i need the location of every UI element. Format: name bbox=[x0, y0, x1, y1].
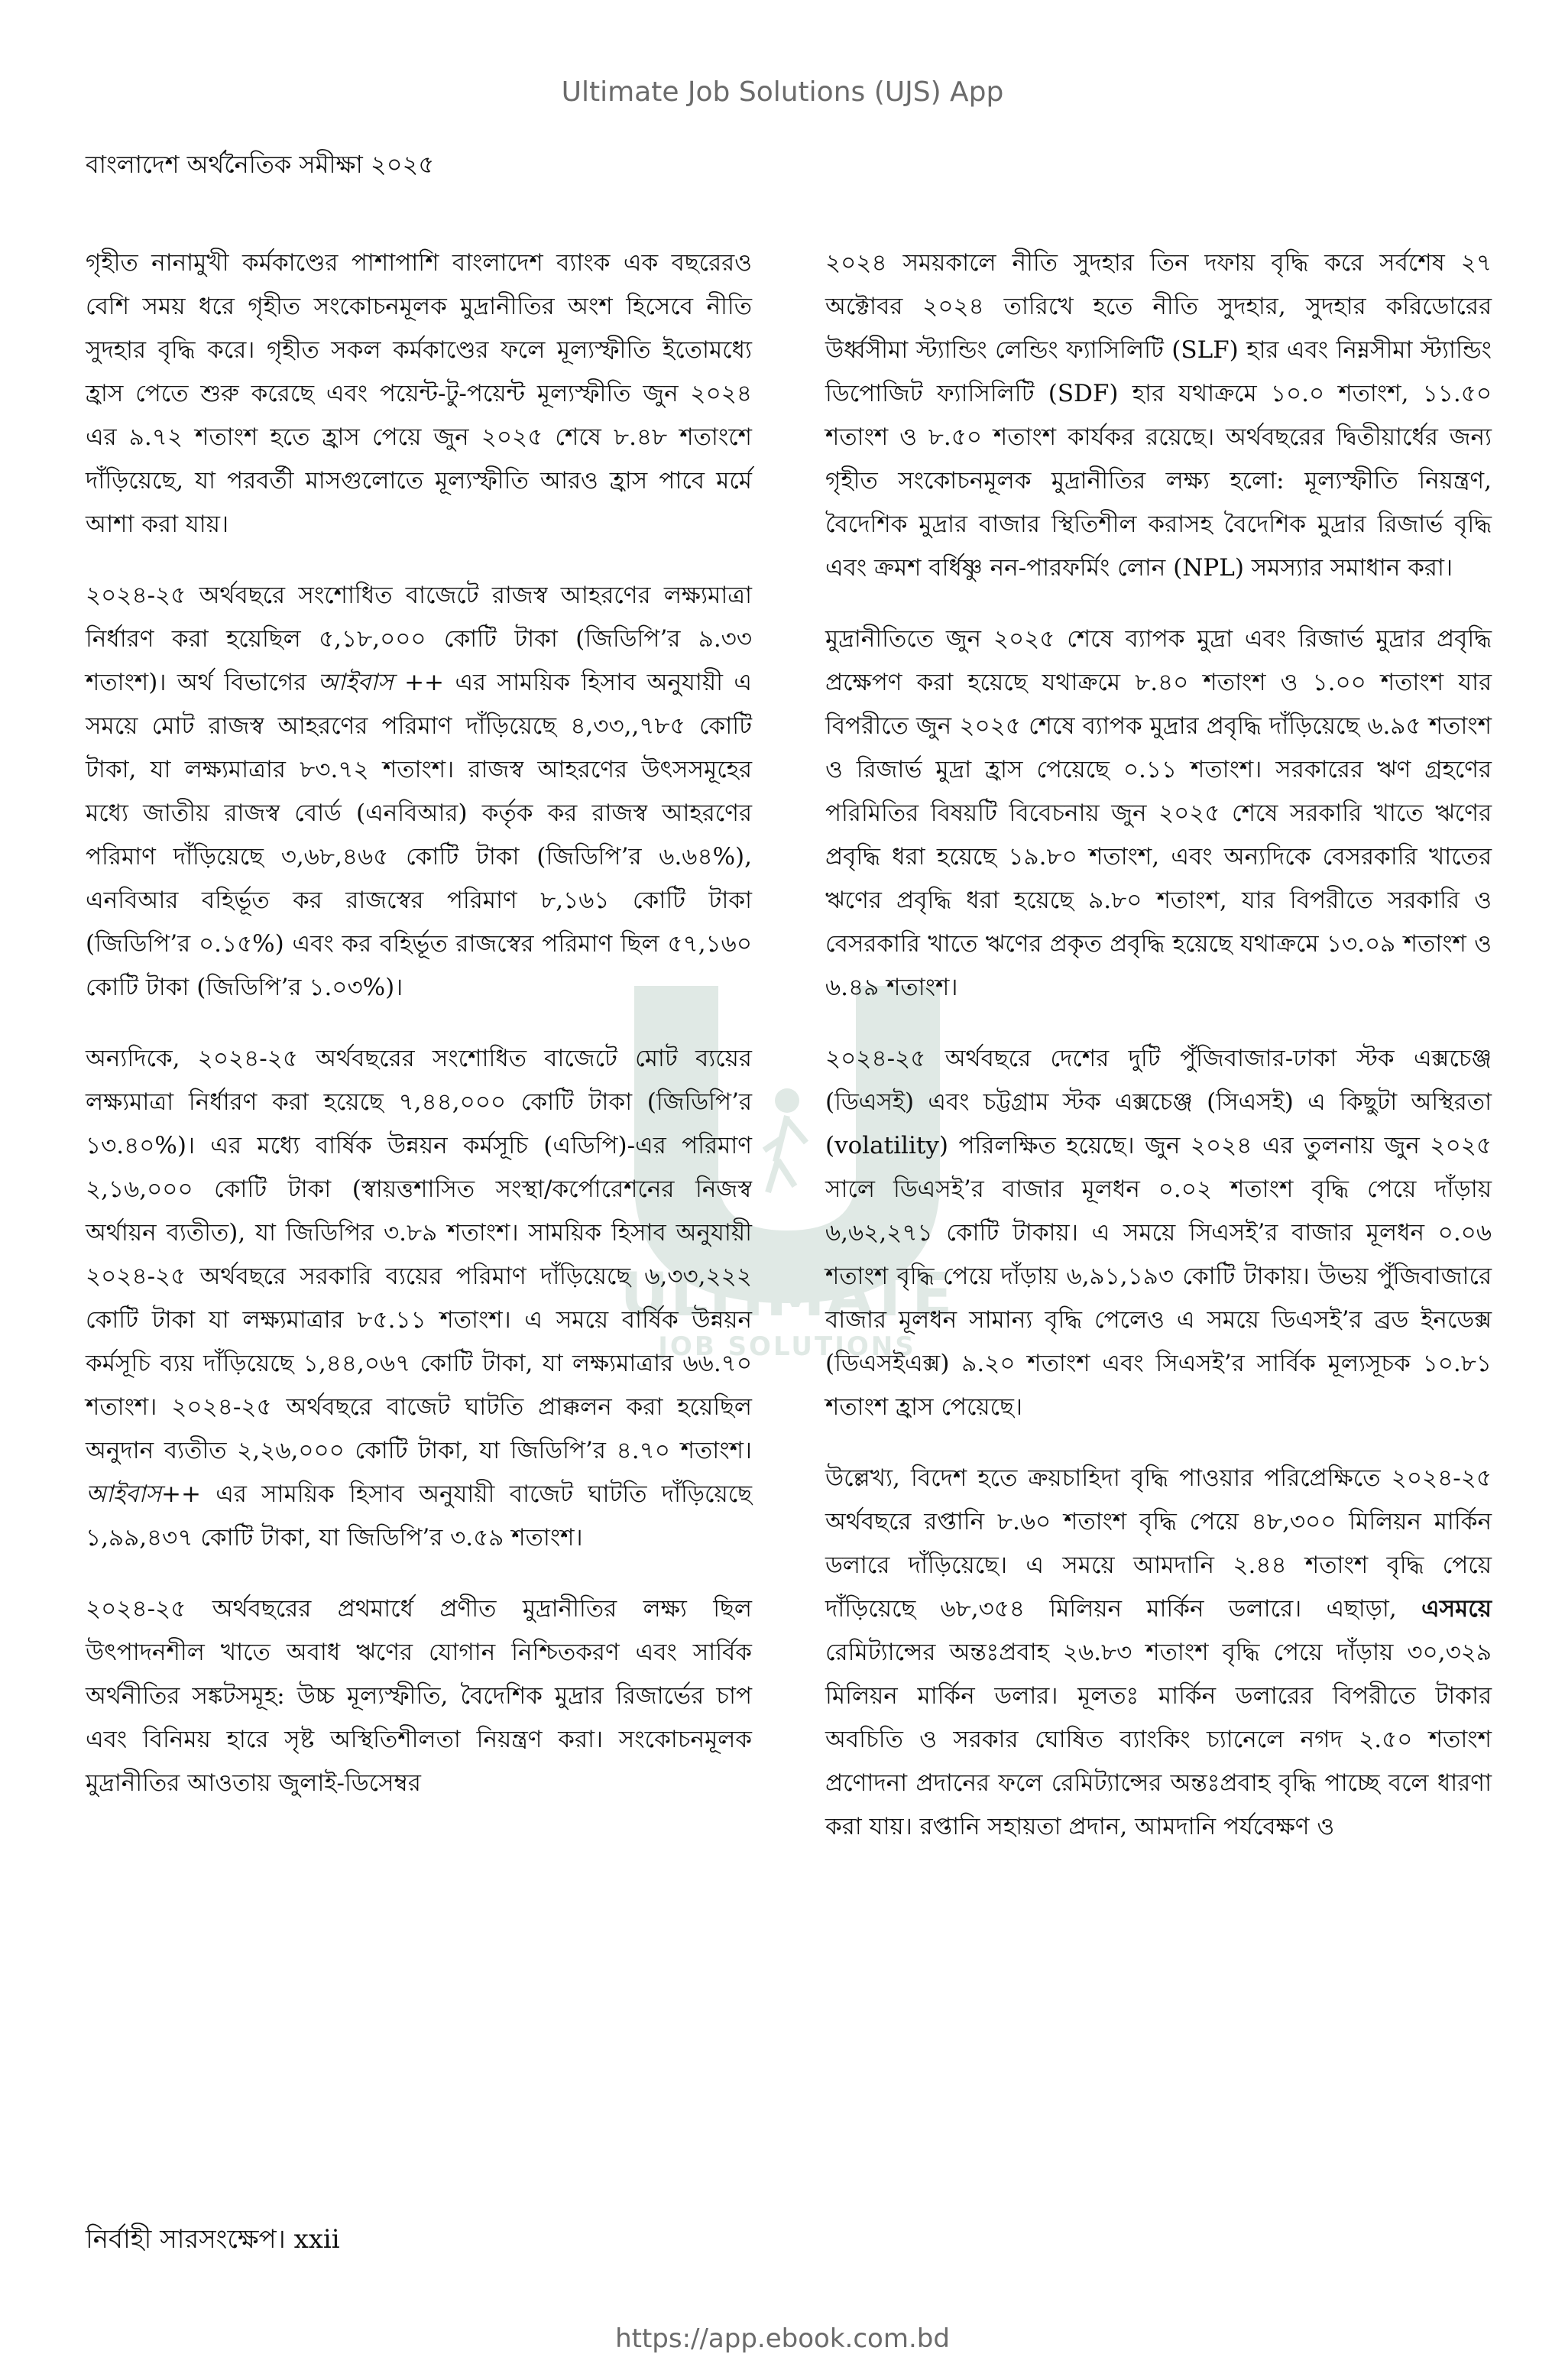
paragraph-text: উল্লেখ্য, বিদেশ হতে ক্রয়চাহিদা বৃদ্ধি পাওয়ার পরিপ্রেক্ষিতে ২০২৪-২৫ অর্থবছরে রপ্তানি ৮.৬০ শতাংশ বৃদ্ধি পেয়ে ৪৮,৩০০ মিলিয়ন মার্কিন ডলারে দাঁড়িয়েছে। এ সময়ে আমদানি ২.৪৪ শতাংশ বৃদ্ধি পেয়ে দাঁড়িয়েছে ৬৮,৩৫৪ মিলিয়ন মার্কিন ডলারে। এছাড়া, bbox=[825, 1464, 1492, 1623]
paragraph: ২০২৪-২৫ অর্থবছরের প্রথমার্ধে প্রণীত মুদ্রানীতির লক্ষ্য ছিল উৎপাদনশীল খাতে অবাধ ঋণের যোগান নিশ্চিতকরণ এবং সার্বিক অর্থনীতির সঙ্কটসমূহ: উচ্চ মূল্যস্ফীতি, বৈদেশিক মুদ্রার রিজার্ভের চাপ এবং বিনিময় হারে সৃষ্ট অস্থিতিশীলতা নিয়ন্ত্রণ করা। সংকোচনমূলক মুদ্রানীতির আওতায় জুলাই-ডিসেম্বর bbox=[86, 1595, 752, 1797]
page-footer-section: নির্বাহী সারসংক্ষেপ। xxii bbox=[86, 2224, 340, 2255]
paragraph: গৃহীত নানামুখী কর্মকাণ্ডের পাশাপাশি বাংলাদেশ ব্যাংক এক বছরেরও বেশি সময় ধরে গৃহীত সংকোচনমূলক মুদ্রানীতির অংশ হিসেবে নীতি সুদহার বৃদ্ধি করে। গৃহীত সকল কর্মকাণ্ডের ফলে মূল্যস্ফীতি ইতোমধ্যে হ্রাস পেতে শুরু করেছে এবং পয়েন্ট-টু-পয়েন্ট মূল্যস্ফীতি জুন ২০২৪ এর ৯.৭২ শতাংশ হতে হ্রাস পেয়ে জুন ২০২৫ শেষে ৮.৪৮ শতাংশে দাঁড়িয়েছে, যা পরবর্তী মাসগুলোতে মূল্যস্ফীতি আরও হ্রাস পাবে মর্মে আশা করা যায়। bbox=[86, 249, 752, 538]
paragraph-text: এর সাময়িক হিসাব অনুযায়ী বাজেট ঘাটতি দাঁড়িয়েছে ১,৯৯,৪৩৭ কোটি টাকা, যা জিডিপি’র ৩.৫৯ শতাংশ। bbox=[86, 1480, 752, 1552]
paragraph: মুদ্রানীতিতে জুন ২০২৫ শেষে ব্যাপক মুদ্রা এবং রিজার্ভ মুদ্রার প্রবৃদ্ধি প্রক্ষেপণ করা হয়েছে যথাক্রমে ৮.৪০ শতাংশ ও ১.০০ শতাংশ যার বিপরীতে জুন ২০২৫ শেষে ব্যাপক মুদ্রার প্রবৃদ্ধি দাঁড়িয়েছে ৬.৯৫ শতাংশ ও রিজার্ভ মুদ্রা হ্রাস পেয়েছে ০.১১ শতাংশ। সরকারের ঋণ গ্রহণের পরিমিতির বিষয়টি বিবেচনায় জুন ২০২৫ শেষে সরকারি খাতে ঋণের প্রবৃদ্ধি ধরা হয়েছে ১৯.৮০ শতাংশ, এবং অন্যদিকে বেসরকারি খাতের ঋণের প্রবৃদ্ধি ধরা হয়েছে ৯.৮০ শতাংশ, যার বিপরীতে সরকারি ও বেসরকারি খাতে ঋণের প্রকৃত প্রবৃদ্ধি হয়েছে যথাক্রমে ১৩.০৯ শতাংশ ও ৬.৪৯ শতাংশ। bbox=[825, 625, 1492, 1001]
paragraph bbox=[825, 1457, 1492, 1849]
paragraph-text: এর সাময়িক হিসাব অনুযায়ী এ সময়ে মোট রাজস্ব আহরণের পরিমাণ দাঁড়িয়েছে ৪,৩৩,,৭৮৫ কোটি টাকা, যা লক্ষ্যমাত্রার ৮৩.৭২ শতাংশ। রাজস্ব আহরণের উৎসসমূহের মধ্যে জাতীয় রাজস্ব বোর্ড (এনবিআর) কর্তৃক কর রাজস্ব আহরণের পরিমাণ দাঁড়িয়েছে ৩,৬৮,৪৬৫ কোটি টাকা (জিডিপি’র ৬.৬৪%), এনবিআর বহির্ভূত কর রাজস্বের পরিমাণ ৮,১৬১ কোটি টাকা (জিডিপি’র ০.১৫%) এবং কর বহির্ভূত রাজস্বের পরিমাণ ছিল ৫৭,১৬০ কোটি টাকা (জিডিপি’র ১.০৩%)। bbox=[86, 669, 753, 1001]
watermark-subtitle: JOB SOLUTIONS bbox=[658, 1331, 916, 1362]
paragraph-text: অন্যদিকে, ২০২৪-২৫ অর্থবছরের সংশোধিত বাজেটে মোট ব্যয়ের লক্ষ্যমাত্রা নির্ধারণ করা হয়েছে ৭,৪৪,০০০ কোটি টাকা (জিডিপি’র ১৩.৪০%)। এর মধ্যে বার্ষিক উন্নয়ন কর্মসূচি (এডিপি)-এর পরিমাণ ২,১৬,০০০ কোটি টাকা (স্বায়ত্তশাসিত সংস্থা/কর্পোরেশনের নিজস্ব অর্থায়ন ব্যতীত), যা জিডিপির ৩.৮৯ শতাংশ। সাময়িক হিসাব অনুযায়ী ২০২৪-২৫ অর্থবছরে সরকারি ব্যয়ের পরিমাণ দাঁড়িয়েছে ৬,৩৩,২২২ কোটি টাকা যা লক্ষ্যমাত্রার ৮৫.১১ শতাংশ। এ সময়ে বার্ষিক উন্নয়ন কর্মসূচি ব্যয় দাঁড়িয়েছে ১,৪৪,০৬৭ কোটি টাকা, যা লক্ষ্যমাত্রার ৬৬.৭০ শতাংশ। ২০২৪-২৫ অর্থবছরে বাজেট ঘাটতি প্রাক্কলন করা হয়েছিল অনুদান ব্যতীত ২,২৬,০০০ কোটি টাকা, যা জিডিপি’র ৪.৭০ শতাংশ। bbox=[86, 1045, 752, 1464]
paragraph bbox=[86, 574, 752, 1010]
app-brand-header: Ultimate Job Solutions (UJS) App bbox=[561, 76, 1004, 108]
paragraph: ২০২৪ সময়কালে নীতি সুদহার তিন দফায় বৃদ্ধি করে সর্বশেষ ২৭ অক্টোবর ২০২৪ তারিখে হতে নীতি সুদহার, সুদহার করিডোরের উর্ধ্বসীমা স্ট্যান্ডিং লেন্ডিং ফ্যাসিলিটি (SLF) হার এবং নিম্নসীমা স্ট্যান্ডিং ডিপোজিট ফ্যাসিলিটি (SDF) হার যথাক্রমে ১০.০ শতাংশ, ১১.৫০ শতাংশ ও ৮.৫০ শতাংশ কার্যকর রয়েছে। অর্থবছরের দ্বিতীয়ার্ধের জন্য গৃহীত সংকোচনমূলক মুদ্রানীতির লক্ষ্য হলো: মূল্যস্ফীতি নিয়ন্ত্রণ, বৈদেশিক মুদ্রার বাজার স্থিতিশীল করাসহ বৈদেশিক মুদ্রার রিজার্ভ বৃদ্ধি এবং ক্রমশ বর্ধিষ্ণু নন-পারফর্মিং লোন (NPL) সমস্যার সমাধান করা। bbox=[825, 249, 1492, 582]
italic-term: আইবাস++ bbox=[86, 1480, 201, 1508]
running-head: বাংলাদেশ অর্থনৈতিক সমীক্ষা ২০২৫ bbox=[86, 150, 435, 179]
paragraph-text: রেমিট্যান্সের অন্তঃপ্রবাহ ২৬.৮৩ শতাংশ বৃদ্ধি পেয়ে দাঁড়ায় ৩০,৩২৯ মিলিয়ন মার্কিন ডলার। মূলতঃ মার্কিন ডলারের বিপরীতে টাকার অবচিতি ও সরকার ঘোষিত ব্যাংকিং চ্যানেলে নগদ ২.৫০ শতাংশ প্রণোদনা প্রদানের ফলে রেমিট্যান্সের অন্তঃপ্রবাহ বৃদ্ধি পাচ্ছে বলে ধারণা করা যায়। রপ্তানি সহায়তা প্রদান, আমদানি পর্যবেক্ষণ ও bbox=[825, 1639, 1492, 1840]
paragraph-text: ২০২৪-২৫ অর্থবছরে সংশোধিত বাজেটে রাজস্ব আহরণের লক্ষ্যমাত্রা নির্ধারণ করা হয়েছিল ৫,১৮,০০০ কোটি টাকা (জিডিপি’র ৯.৩৩ শতাংশ)। অর্থ বিভাগের bbox=[86, 582, 752, 696]
watermark-title: ULTIMATE bbox=[620, 1261, 954, 1330]
paragraph bbox=[86, 1037, 752, 1560]
italic-term: আইবাস ++ bbox=[317, 669, 445, 696]
bold-term: এসময়ে bbox=[1421, 1595, 1492, 1623]
paragraph: ২০২৪-২৫ অর্থবছরে দেশের দুটি পুঁজিবাজার-ঢাকা স্টক এক্সচেঞ্জ (ডিএসই) এবং চট্টগ্রাম স্টক এক্সচেঞ্জ (সিএসই) এ কিছুটা অস্থিরতা (volatility) পরিলক্ষিত হয়েছে। জুন ২০২৪ এর তুলনায় জুন ২০২৫ সালে ডিএসই’র বাজার মূলধন ০.০২ শতাংশ বৃদ্ধি পেয়ে দাঁড়ায় ৬,৬২,২৭১ কোটি টাকায়। এ সময়ে সিএসই’র বাজার মূলধন ০.০৬ শতাংশ বৃদ্ধি পেয়ে দাঁড়ায় ৬,৯১,১৯৩ কোটি টাকায়। উভয় পুঁজিবাজারে বাজার মূলধন সামান্য বৃদ্ধি পেলেও এ সময়ে ডিএসই’র ব্রড ইনডেক্স (ডিএসইএক্স) ৯.২০ শতাংশ এবং সিএসই’র সার্বিক মূল্যসূচক ১০.৮১ শতাংশ হ্রাস পেয়েছে। bbox=[825, 1045, 1492, 1421]
left-column bbox=[86, 242, 752, 1833]
right-column bbox=[825, 242, 1492, 1876]
footer-url-link[interactable]: https://app.ebook.com.bd bbox=[615, 2323, 950, 2354]
